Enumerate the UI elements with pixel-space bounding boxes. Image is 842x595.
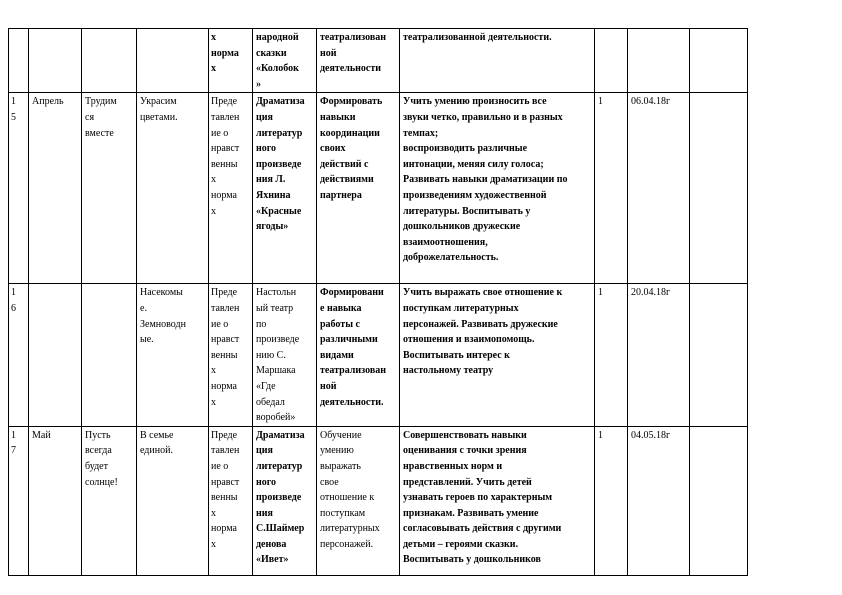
month-cell: Май bbox=[29, 426, 82, 575]
theme-cell: Трудим ся вместе bbox=[82, 93, 137, 284]
conception-cell: Преде тавлен ие о нравст венны х норма х bbox=[209, 426, 253, 575]
extra-cell bbox=[690, 93, 748, 284]
month-cell: Апрель bbox=[29, 93, 82, 284]
conception-cell: х норма х bbox=[209, 29, 253, 93]
skills-cell: театрализован ной деятельности bbox=[317, 29, 400, 93]
subtheme-cell: В семье единой. bbox=[137, 426, 209, 575]
date-cell: 20.04.18г bbox=[628, 284, 690, 426]
extra-cell bbox=[690, 284, 748, 426]
form-cell: Драматиза ция литератур ного произведе ния С.Шаймер денова «Ивет» bbox=[253, 426, 317, 575]
table-row bbox=[9, 426, 748, 575]
form-cell: Драматиза ция литератур ного произведе ния Л. Яхнина «Красные ягоды» bbox=[253, 93, 317, 284]
goals-cell: Совершенствовать навыки оценивания с точки зрения нравственных норм и представлений. Учить детей узнавать героев по характерным признакам. Развивать умение согласовывать действия с другими детьми – героями сказки. Воспитывать у дошкольников bbox=[400, 426, 595, 575]
table-row bbox=[9, 284, 748, 426]
conception-cell: Преде тавлен ие о нравст венны х норма х bbox=[209, 284, 253, 426]
month-cell bbox=[29, 29, 82, 93]
skills-cell: Формировани е навыка работы с различными видами театрализован ной деятельности. bbox=[317, 284, 400, 426]
table-row bbox=[9, 93, 748, 284]
subtheme-cell: Насекомы е. Земноводн ые. bbox=[137, 284, 209, 426]
hours-cell bbox=[595, 29, 628, 93]
theme-cell bbox=[82, 29, 137, 93]
date-cell bbox=[628, 29, 690, 93]
skills-cell: Обучение умению выражать свое отношение к поступкам литературных персонажей. bbox=[317, 426, 400, 575]
extra-cell bbox=[690, 426, 748, 575]
date-cell: 06.04.18г bbox=[628, 93, 690, 284]
month-cell bbox=[29, 284, 82, 426]
goals-cell: Учить выражать свое отношение к поступкам литературных персонажей. Развивать дружеские отношения и взаимопомощь. Воспитывать интерес к настольному театру bbox=[400, 284, 595, 426]
extra-cell bbox=[690, 29, 748, 93]
lesson-plan-table bbox=[8, 28, 748, 576]
row-number: 1 7 bbox=[9, 426, 29, 575]
form-cell: Настольн ый театр по произведе нию С. Маршака «Где обедал воробей» bbox=[253, 284, 317, 426]
date-cell: 04.05.18г bbox=[628, 426, 690, 575]
hours-cell: 1 bbox=[595, 426, 628, 575]
theme-cell: Пусть всегда будет солнце! bbox=[82, 426, 137, 575]
goals-cell: Учить умению произносить все звуки четко, правильно и в разных темпах; воспроизводить различные интонации, меняя силу голоса; Развивать навыки драматизации по произведениям художественной литературы. Воспитывать у дошкольников дружеские взаимоотношения, доброжелательность. bbox=[400, 93, 595, 284]
subtheme-cell: Украсим цветами. bbox=[137, 93, 209, 284]
row-number: 1 5 bbox=[9, 93, 29, 284]
row-number: 1 6 bbox=[9, 284, 29, 426]
skills-cell: Формировать навыки координации своих действий с действиями партнера bbox=[317, 93, 400, 284]
table-row bbox=[9, 29, 748, 93]
conception-cell: Преде тавлен ие о нравст венны х норма х bbox=[209, 93, 253, 284]
subtheme-cell bbox=[137, 29, 209, 93]
goals-cell: театрализованной деятельности. bbox=[400, 29, 595, 93]
theme-cell bbox=[82, 284, 137, 426]
hours-cell: 1 bbox=[595, 284, 628, 426]
hours-cell: 1 bbox=[595, 93, 628, 284]
row-number bbox=[9, 29, 29, 93]
form-cell: народной сказки «Колобок » bbox=[253, 29, 317, 93]
